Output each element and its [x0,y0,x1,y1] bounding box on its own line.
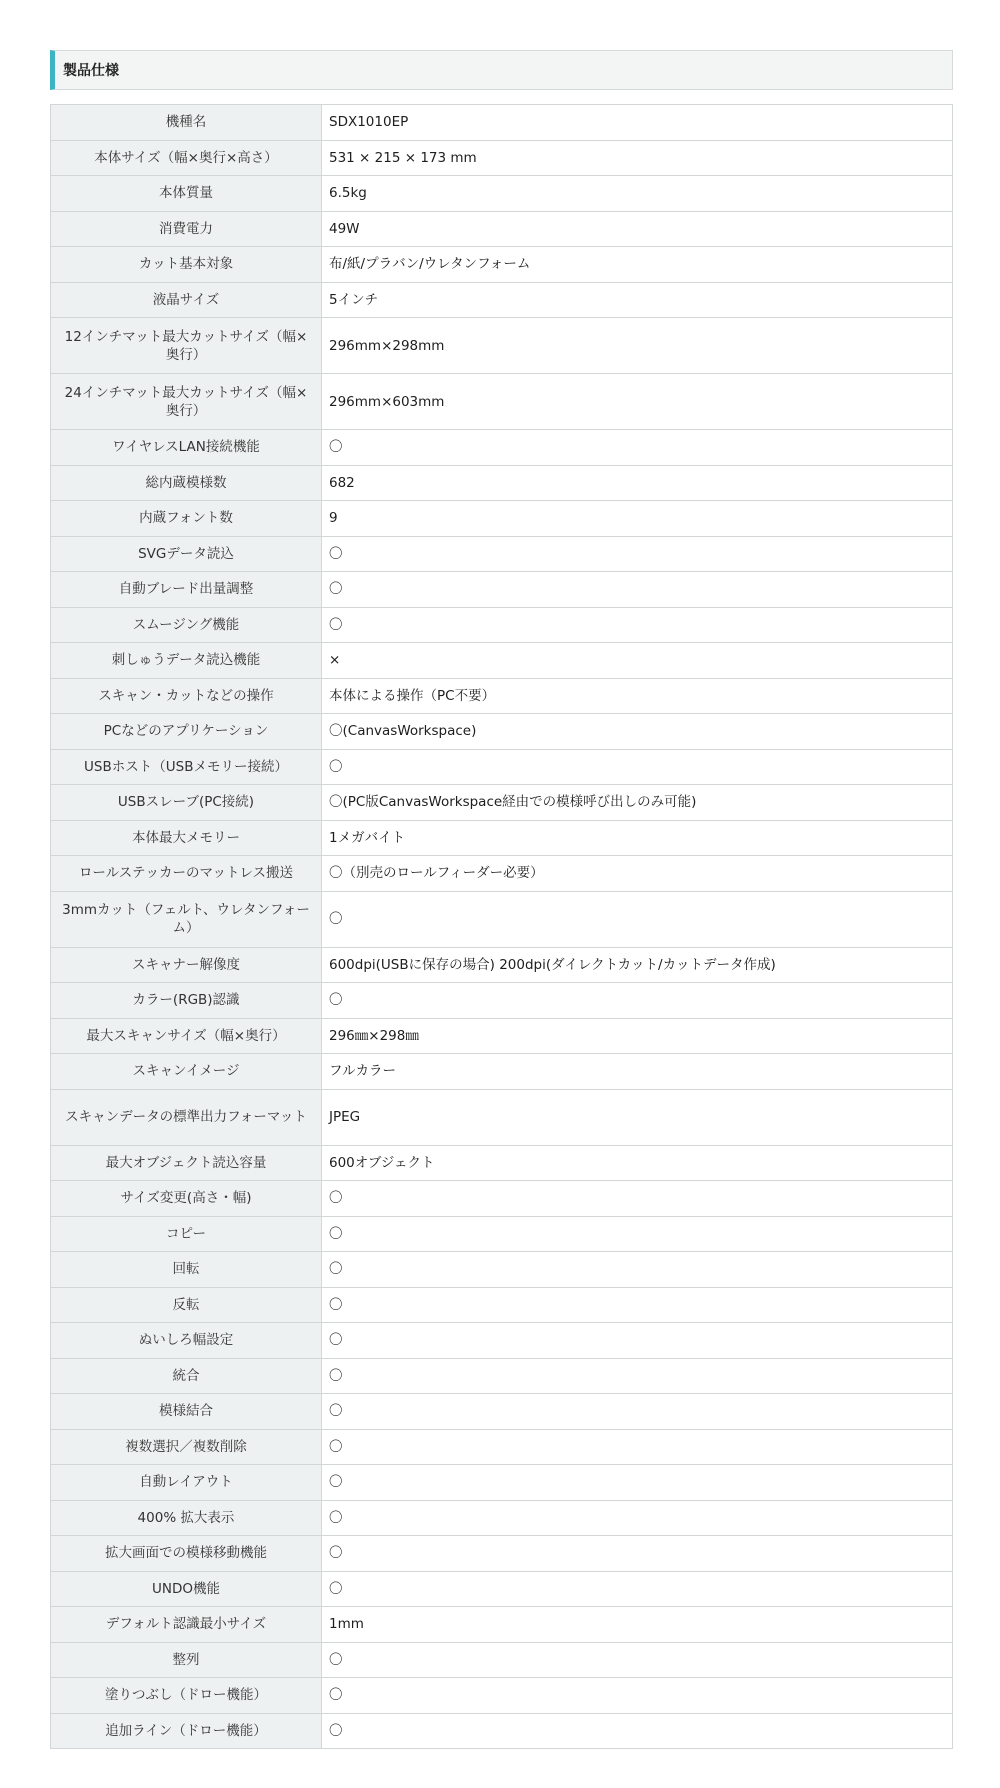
spec-value: 1mm [322,1607,953,1643]
spec-label: 複数選択／複数削除 [51,1429,322,1465]
spec-value: 682 [322,465,953,501]
spec-label: 最大オブジェクト読込容量 [51,1145,322,1181]
spec-label: スキャンイメージ [51,1054,322,1090]
spec-label: 統合 [51,1358,322,1394]
spec-row [51,678,953,714]
spec-value: 〇(PC版CanvasWorkspace経由での模様呼び出しのみ可能) [322,785,953,821]
spec-row [51,1089,953,1145]
spec-label: 12インチマット最大カットサイズ（幅×奥行） [51,318,322,374]
spec-value: 〇 [322,1678,953,1714]
spec-label: 追加ライン（ドロー機能） [51,1713,322,1749]
spec-value: 〇 [322,1465,953,1501]
spec-row [51,1252,953,1288]
spec-label: 内蔵フォント数 [51,501,322,537]
spec-row [51,430,953,466]
spec-row [51,318,953,374]
spec-value: 〇（別売のロールフィーダー必要） [322,856,953,892]
spec-value: 〇 [322,1287,953,1323]
spec-value: JPEG [322,1089,953,1145]
spec-value: 9 [322,501,953,537]
spec-row [51,140,953,176]
spec-value: 〇 [322,1536,953,1572]
spec-row [51,105,953,141]
spec-row [51,282,953,318]
spec-row [51,891,953,947]
spec-row [51,1642,953,1678]
spec-row [51,1181,953,1217]
spec-label: デフォルト認識最小サイズ [51,1607,322,1643]
spec-label: ロールステッカーのマットレス搬送 [51,856,322,892]
spec-row [51,1394,953,1430]
spec-row [51,501,953,537]
spec-row [51,1323,953,1359]
spec-table-body [51,105,953,1749]
spec-label: 拡大画面での模様移動機能 [51,1536,322,1572]
spec-row [51,1713,953,1749]
spec-row [51,374,953,430]
spec-row [51,1358,953,1394]
spec-value: 600オブジェクト [322,1145,953,1181]
spec-row [51,211,953,247]
spec-value: 5インチ [322,282,953,318]
spec-row [51,572,953,608]
spec-value: 〇 [322,536,953,572]
spec-value: 本体による操作（PC不要） [322,678,953,714]
spec-label: スムージング機能 [51,607,322,643]
spec-label: 最大スキャンサイズ（幅×奥行） [51,1018,322,1054]
spec-value: 〇 [322,1713,953,1749]
spec-value: 〇 [322,891,953,947]
spec-value: フルカラー [322,1054,953,1090]
spec-value: × [322,643,953,679]
spec-value: 6.5kg [322,176,953,212]
spec-row [51,1678,953,1714]
spec-row [51,1500,953,1536]
spec-value: 49W [322,211,953,247]
spec-row [51,1429,953,1465]
spec-value: 〇 [322,1323,953,1359]
spec-table [50,104,953,1749]
spec-label: スキャナー解像度 [51,947,322,983]
spec-row [51,1607,953,1643]
spec-row [51,176,953,212]
spec-row [51,947,953,983]
spec-row [51,1054,953,1090]
spec-label: 回転 [51,1252,322,1288]
spec-label: 消費電力 [51,211,322,247]
spec-row [51,1571,953,1607]
spec-label: 本体質量 [51,176,322,212]
spec-value: 〇 [322,1252,953,1288]
spec-value: 〇 [322,1571,953,1607]
spec-label: 400% 拡大表示 [51,1500,322,1536]
spec-row [51,1465,953,1501]
spec-row [51,1018,953,1054]
spec-label: 反転 [51,1287,322,1323]
spec-label: PCなどのアプリケーション [51,714,322,750]
spec-label: コピー [51,1216,322,1252]
spec-row [51,1145,953,1181]
spec-value: SDX1010EP [322,105,953,141]
spec-label: スキャンデータの標準出力フォーマット [51,1089,322,1145]
spec-row [51,714,953,750]
spec-label: 塗りつぶし（ドロー機能） [51,1678,322,1714]
spec-value: 296㎜×298㎜ [322,1018,953,1054]
spec-value: 〇 [322,1500,953,1536]
spec-label: 24インチマット最大カットサイズ（幅×奥行） [51,374,322,430]
spec-value: 1メガバイト [322,820,953,856]
spec-value: 〇(CanvasWorkspace) [322,714,953,750]
spec-label: 本体サイズ（幅×奥行×高さ） [51,140,322,176]
spec-value: 〇 [322,607,953,643]
spec-label: 本体最大メモリー [51,820,322,856]
section-title: 製品仕様 [63,63,119,79]
spec-label: カット基本対象 [51,247,322,283]
spec-row [51,465,953,501]
spec-value: 〇 [322,1216,953,1252]
spec-row [51,1287,953,1323]
spec-value: 〇 [322,572,953,608]
section-heading [50,50,953,90]
spec-label: SVGデータ読込 [51,536,322,572]
spec-row [51,247,953,283]
spec-row [51,820,953,856]
spec-label: ぬいしろ幅設定 [51,1323,322,1359]
spec-row [51,749,953,785]
spec-row [51,607,953,643]
spec-label: 整列 [51,1642,322,1678]
spec-value: 〇 [322,1181,953,1217]
spec-row [51,643,953,679]
spec-value: 〇 [322,1358,953,1394]
spec-row [51,536,953,572]
spec-value: 〇 [322,1429,953,1465]
spec-label: 機種名 [51,105,322,141]
spec-label: ワイヤレスLAN接続機能 [51,430,322,466]
spec-value: 〇 [322,983,953,1019]
spec-label: UNDO機能 [51,1571,322,1607]
spec-row [51,785,953,821]
spec-label: 自動ブレード出量調整 [51,572,322,608]
spec-label: 刺しゅうデータ読込機能 [51,643,322,679]
spec-label: サイズ変更(高さ・幅) [51,1181,322,1217]
spec-row [51,1536,953,1572]
spec-value: 296mm×603mm [322,374,953,430]
spec-value: 296mm×298mm [322,318,953,374]
spec-value: 531 × 215 × 173 mm [322,140,953,176]
spec-value: 〇 [322,1394,953,1430]
spec-value: 布/紙/プラバン/ウレタンフォーム [322,247,953,283]
spec-label: 3mmカット（フェルト、ウレタンフォーム） [51,891,322,947]
spec-label: カラー(RGB)認識 [51,983,322,1019]
spec-label: 液晶サイズ [51,282,322,318]
spec-value: 600dpi(USBに保存の場合) 200dpi(ダイレクトカット/カットデータ作成) [322,947,953,983]
spec-value: 〇 [322,430,953,466]
spec-label: 模様結合 [51,1394,322,1430]
spec-row [51,983,953,1019]
spec-label: USBスレーブ(PC接続) [51,785,322,821]
spec-label: スキャン・カットなどの操作 [51,678,322,714]
spec-row [51,856,953,892]
spec-label: 総内蔵模様数 [51,465,322,501]
spec-label: USBホスト（USBメモリー接続） [51,749,322,785]
spec-label: 自動レイアウト [51,1465,322,1501]
spec-value: 〇 [322,1642,953,1678]
spec-row [51,1216,953,1252]
spec-value: 〇 [322,749,953,785]
